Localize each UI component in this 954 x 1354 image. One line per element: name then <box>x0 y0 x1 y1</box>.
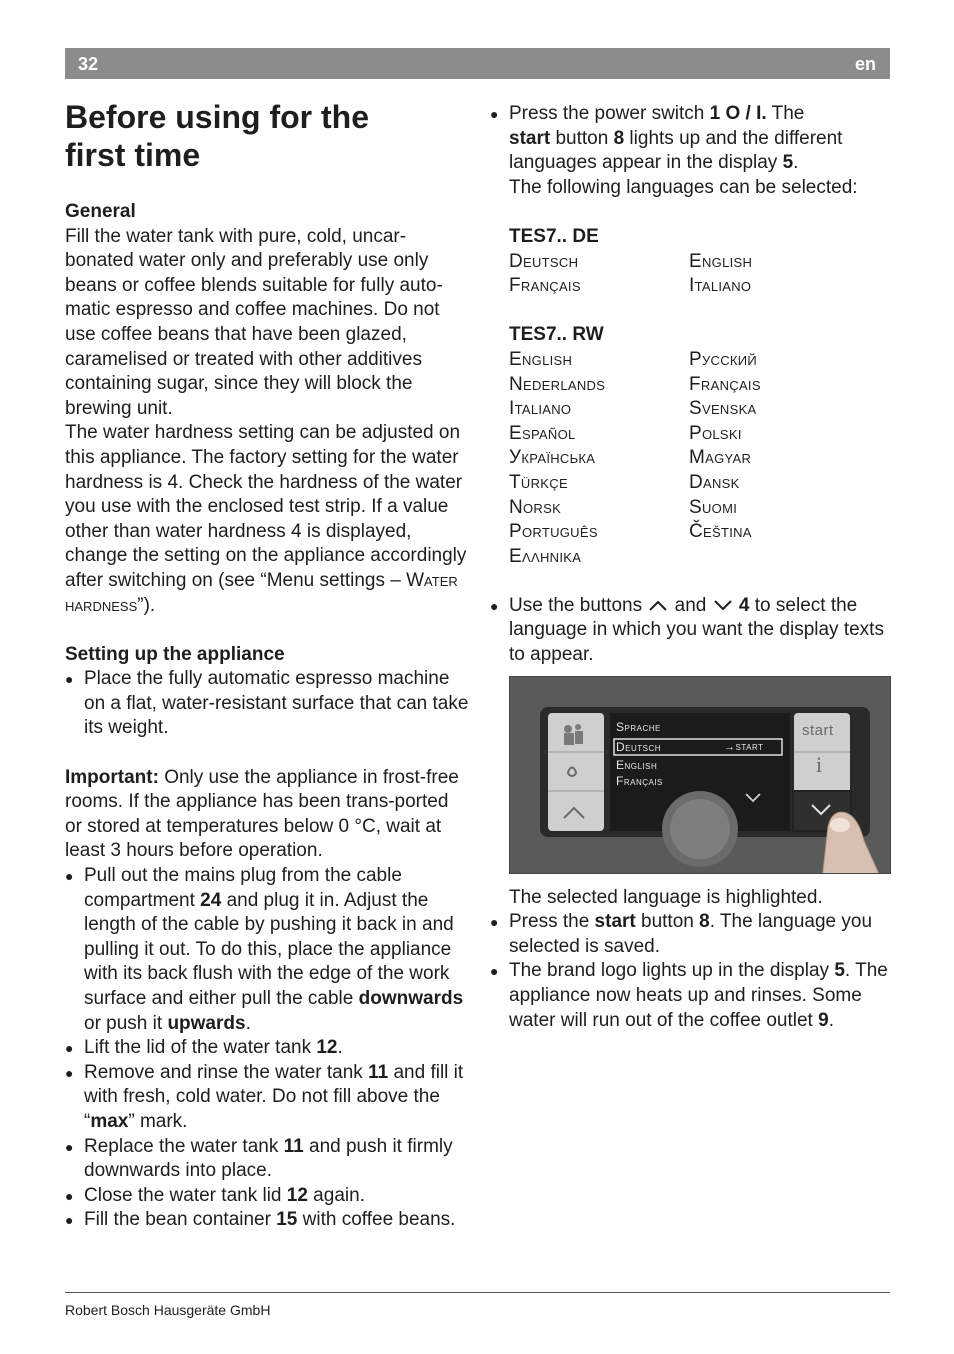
page-title: Before using for the first time <box>65 99 370 173</box>
language-item: Magyar <box>689 447 752 469</box>
start-button-label: start <box>802 721 834 739</box>
language-item: Polski <box>689 422 742 444</box>
left-column <box>65 200 470 1233</box>
language-code: en <box>854 54 876 74</box>
general-heading: General <box>65 201 136 222</box>
screen-option-selected: Deutsch <box>616 739 662 754</box>
screen-option: Français <box>616 773 663 788</box>
list-item: ● Press the start button 8. The language you selected is saved. <box>490 910 890 959</box>
language-item: Русский <box>689 348 758 370</box>
chevron-down-icon <box>712 598 734 612</box>
list-item: ● Fill the bean container 15 with coffee beans. <box>65 1208 470 1233</box>
list-item: ● Press the power switch 1 O / I. The start button 8 lights up and the different languages appear in the display 5. The following languages can be selected: <box>490 102 890 200</box>
model-de-heading: TES7.. DE <box>509 225 599 247</box>
language-item <box>689 545 889 570</box>
language-item: Norsk <box>509 496 562 518</box>
language-item: English <box>509 348 573 370</box>
chevron-up-icon <box>647 598 669 612</box>
list-item: ● Use the buttons and 4 to select the language in which you want the display texts to appear. <box>490 594 890 668</box>
setup-heading: Setting up the appliance <box>65 643 285 665</box>
important-note: Important: Only use the appliance in frost-free rooms. If the appliance has been trans-ported or stored at temperatures below 0 °C, wait at least 3 hours before operation. <box>65 766 459 862</box>
list-item: ● Lift the lid of the water tank 12. <box>65 1036 470 1061</box>
page-number: 32 <box>78 54 99 74</box>
screen-option-action: →start <box>724 740 764 753</box>
language-item: Français <box>509 275 581 297</box>
language-item: Italiano <box>509 398 572 420</box>
footer-divider <box>65 1292 890 1293</box>
list-item: ● Close the water tank lid 12 again. <box>65 1184 470 1209</box>
language-item: Español <box>509 422 576 444</box>
language-item: Ελληνικα <box>509 545 582 567</box>
language-item: Українська <box>509 447 596 469</box>
right-column <box>490 102 890 1033</box>
language-item: Français <box>689 373 761 395</box>
list-item: ● Place the fully automatic espresso machine on a flat, water-resistant surface that can take its weight. <box>65 667 470 741</box>
model-rw-heading: TES7.. RW <box>509 324 604 346</box>
language-list-de <box>509 250 890 299</box>
page-header-bar <box>65 48 890 79</box>
screen-option: English <box>616 757 658 772</box>
language-item: Dansk <box>689 471 740 493</box>
list-item: ● Pull out the mains plug from the cable compartment 24 and plug it in. Adjust the length of the cable by pushing it back in and pulling it out. To do this, place the appliance with its back flush with the edge of the work surface and either pull the cable downwards or push it upwards. <box>65 864 470 1036</box>
language-item: Suomi <box>689 496 738 518</box>
language-item: Čeština <box>689 521 752 543</box>
list-item: ● The brand logo lights up in the display 5. The appliance now heats up and rinses. Some water will run out of the coffee outlet 9. <box>490 959 890 1033</box>
water-hardness-paragraph: The water hardness setting can be adjusted on this appliance. The factory setting for the water hardness is 4. Check the hardness of the water you use with the enclosed test strip. If a value other than water hardness 4 is displayed, change the setting on the appliance accordingly after switching on (see “Menu settings – Water hardness”). <box>65 422 467 616</box>
screen-title: Sprache <box>616 719 661 734</box>
language-list-rw <box>509 348 890 569</box>
general-paragraph: Fill the water tank with pure, cold, uncar-bonated water only and preferably use only beans or coffee blends suitable for fully auto-matic espresso and coffee machines. Do not use coffee beans that have been glazed, caramelised or treated with other additives containing sugar, since they will block the brewing unit. <box>65 225 443 419</box>
language-item: English <box>689 250 753 272</box>
language-item: Svenska <box>689 398 757 420</box>
list-item: ● Replace the water tank 11 and push it firmly downwards into place. <box>65 1135 470 1184</box>
language-item: Türkçe <box>509 471 568 493</box>
footer-text: Robert Bosch Hausgeräte GmbH <box>65 1302 271 1318</box>
info-icon: i <box>816 751 823 777</box>
language-item: Deutsch <box>509 250 579 272</box>
list-item: ● Remove and rinse the water tank 11 and fill it with fresh, cold water. Do not fill above the “max” mark. <box>65 1061 470 1135</box>
highlight-note: The selected language is highlighted. <box>509 886 823 908</box>
display-illustration <box>510 677 890 873</box>
language-item: Nederlands <box>509 373 606 395</box>
display-panel-photo <box>509 676 891 874</box>
language-item: Português <box>509 521 598 543</box>
language-item: Italiano <box>689 275 752 297</box>
